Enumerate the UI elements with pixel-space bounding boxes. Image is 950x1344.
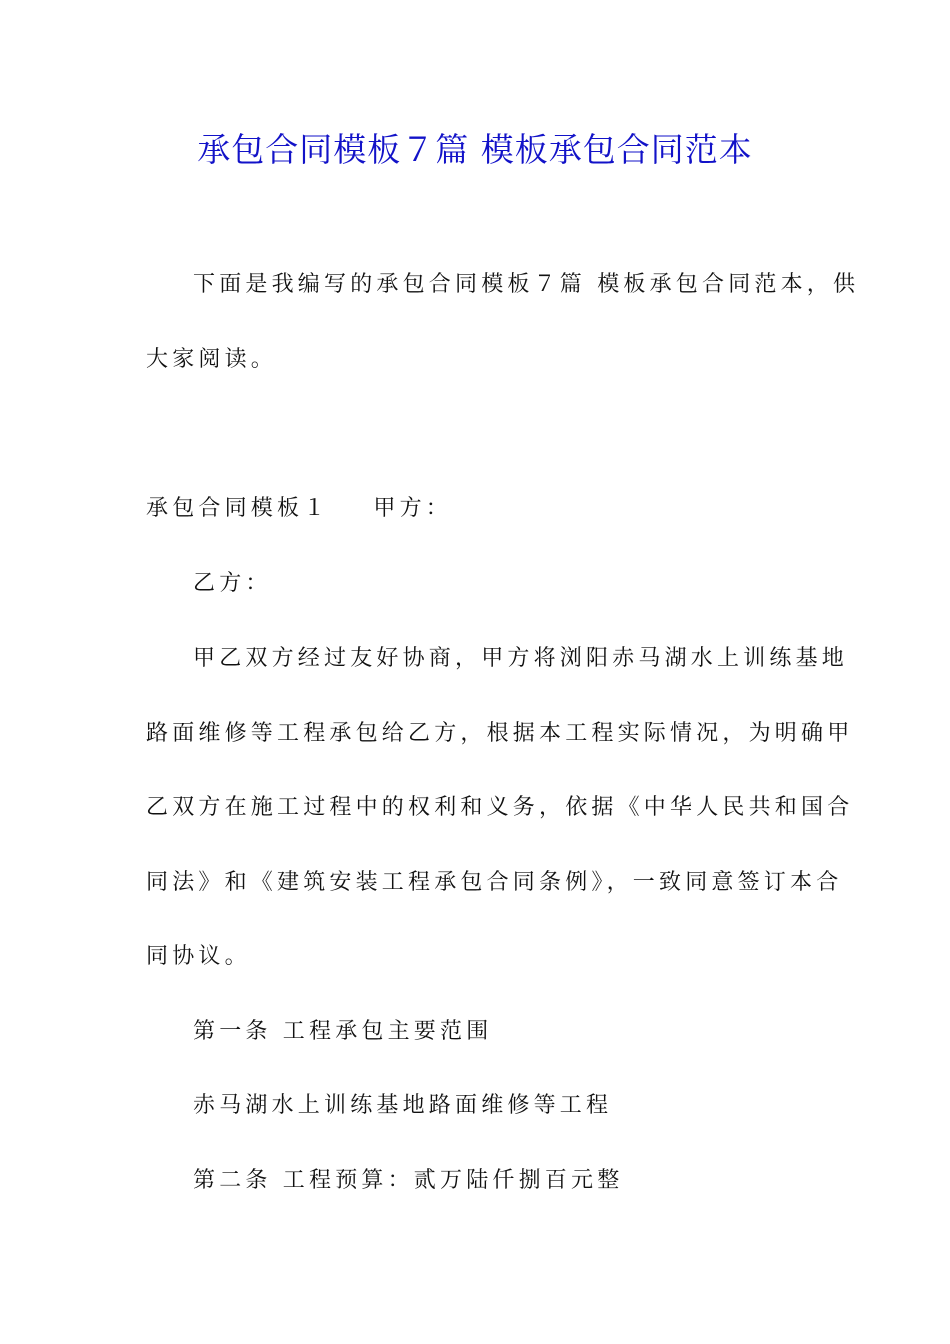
- article-1-heading: 第一条 工程承包主要范围: [193, 1019, 493, 1044]
- paragraph-line: 乙双方在施工过程中的权利和义务，依据《中华人民共和国合: [146, 795, 854, 820]
- paragraph-line: 路面维修等工程承包给乙方，根据本工程实际情况，为明确甲: [146, 721, 854, 746]
- intro-line-2: 大家阅读。: [146, 347, 278, 372]
- party-b-label: 乙方：: [193, 571, 272, 596]
- intro-line-1: 下面是我编写的承包合同模板７篇 模板承包合同范本，供: [193, 272, 860, 297]
- paragraph-line: 同协议。: [146, 944, 251, 969]
- section-heading-row: [146, 494, 452, 524]
- article-1-body: 赤马湖水上训练基地路面维修等工程: [193, 1093, 613, 1118]
- document-title: 承包合同模板７篇 模板承包合同范本: [197, 130, 753, 169]
- party-a-label: 甲方：: [373, 496, 453, 521]
- article-2: 第二条 工程预算：贰万陆仟捌百元整: [193, 1168, 624, 1193]
- paragraph-line: 甲乙双方经过友好协商，甲方将浏阳赤马湖水上训练基地: [193, 646, 849, 671]
- section-heading: 承包合同模板１: [146, 496, 330, 521]
- paragraph-line: 同法》和《建筑安装工程承包合同条例》，一致同意签订本合: [146, 870, 843, 895]
